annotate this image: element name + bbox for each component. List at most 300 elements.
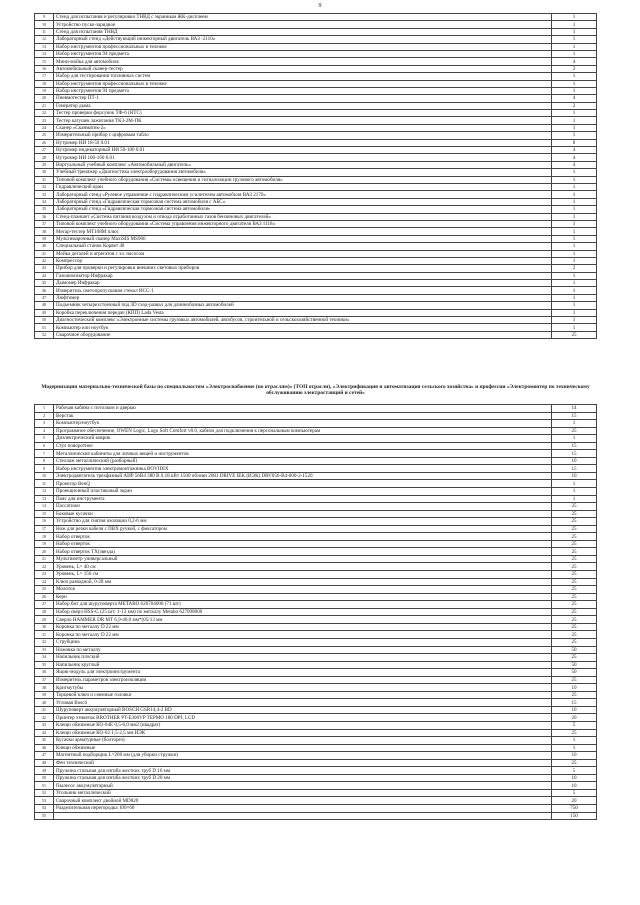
table-row: [35, 518, 597, 526]
row-number: 24: [35, 578, 54, 586]
row-number: 38: [35, 684, 54, 692]
item-quantity: 5: [552, 789, 597, 797]
item-quantity: 20: [552, 714, 597, 722]
row-number: 35: [35, 661, 54, 669]
item-quantity: 1: [552, 14, 597, 21]
item-name: Диагностический комплекс «Электронные системы грузовых автомобилей, автобусов, строительной и сельскохозяйственной техники»: [54, 317, 552, 324]
item-quantity: 10: [552, 684, 597, 692]
row-number: 54: [35, 804, 54, 812]
item-name: Пружина стальная для изгиба жестких труб D 20 мм: [54, 774, 552, 782]
row-number: 55: [35, 812, 54, 820]
table-row: [35, 729, 597, 737]
item-name: Нутромер НИ 100-160 0.01: [54, 154, 552, 161]
item-quantity: 25: [552, 571, 597, 579]
row-number: 19: [35, 540, 54, 548]
item-name: Ключ разводной, 0-28 мм: [54, 578, 552, 586]
item-name: Виртуальный учебный комплекс «Автомобильный двигатель»: [54, 161, 552, 168]
table-row: [35, 420, 597, 428]
row-number: 43: [35, 265, 54, 272]
item-name: Молоток: [54, 586, 552, 594]
row-number: 20: [35, 548, 54, 556]
table-row: [35, 759, 597, 767]
item-name: [54, 812, 552, 820]
table-row: [35, 737, 597, 745]
item-name: Мойка деталей и агрегатов с эл. насосом: [54, 250, 552, 257]
item-quantity: 1: [552, 43, 597, 50]
table-row: [35, 110, 597, 117]
item-quantity: 25: [552, 638, 597, 646]
item-name: Устройство для снятия изоляции 0,2-6 мм: [54, 518, 552, 526]
table-row: [35, 80, 597, 87]
row-number: 9: [35, 465, 54, 473]
table-row: [35, 235, 597, 242]
item-quantity: 25: [552, 759, 597, 767]
item-name: Коронка по металлу D 22 мм: [54, 631, 552, 639]
item-name: Клещи обжимные КО-02 1,5-2,5 мм ИЭК: [54, 729, 552, 737]
item-quantity: 1: [552, 132, 597, 139]
table-row: [35, 797, 597, 805]
item-name: Магнитный подборщик L=200 мм (для уборки стружки): [54, 752, 552, 760]
table-row: [35, 548, 597, 556]
item-quantity: 1: [552, 744, 597, 752]
row-number: 22: [35, 110, 54, 117]
table-row: [35, 767, 597, 775]
table-row: [35, 495, 597, 503]
item-quantity: 25: [552, 540, 597, 548]
table-row: [35, 309, 597, 316]
table-row: [35, 427, 597, 435]
table-row: [35, 782, 597, 790]
table-row: [35, 684, 597, 692]
item-quantity: 25: [552, 676, 597, 684]
row-number: 37: [35, 676, 54, 684]
item-quantity: 1: [552, 80, 597, 87]
item-name: Угловая Bosch: [54, 699, 552, 707]
row-number: 22: [35, 563, 54, 571]
row-number: 41: [35, 706, 54, 714]
table-row: [35, 280, 597, 287]
table-row: [35, 213, 597, 220]
item-quantity: 15: [552, 465, 597, 473]
item-name: Тестер проверки форсунок ТФ-6 (НТС): [54, 110, 552, 117]
table-row: [35, 804, 597, 812]
table-row: [35, 117, 597, 124]
item-name: Нож для резки кабеля с ПВХ ручкой, с фиксатором: [54, 525, 552, 533]
item-name: Пассатижи: [54, 503, 552, 511]
row-number: 20: [35, 95, 54, 102]
table-row: [35, 198, 597, 205]
row-number: 11: [35, 480, 54, 488]
row-number: 1: [35, 405, 54, 413]
item-quantity: 150: [552, 812, 597, 820]
row-number: 51: [35, 324, 54, 331]
item-quantity: 10: [552, 774, 597, 782]
item-quantity: 2: [552, 65, 597, 72]
table-row: [35, 654, 597, 662]
item-name: Компрессор: [54, 257, 552, 264]
item-quantity: 1: [552, 110, 597, 117]
item-name: Измеритель светопропускания стекол ИСС-1: [54, 287, 552, 294]
row-number: 34: [35, 198, 54, 205]
row-number: 18: [35, 533, 54, 541]
item-quantity: 1: [552, 117, 597, 124]
table-row: [35, 669, 597, 677]
item-quantity: 25: [552, 563, 597, 571]
row-number: 40: [35, 699, 54, 707]
row-number: 26: [35, 593, 54, 601]
table-row: [35, 721, 597, 729]
item-name: Набор для тестирования топливных систем: [54, 73, 552, 80]
table-row: [35, 646, 597, 654]
item-name: Металлические кабинеты для личных вещей и инструментов: [54, 450, 552, 458]
row-number: 28: [35, 608, 54, 616]
item-name: Стенд для испытания и регулировки ТНВД с экранным ЖК-дисплеем: [54, 14, 552, 21]
item-name: Ножовка по металлу: [54, 646, 552, 654]
item-name: Набор бит для шуруповерта METABO 626704000 (71 шт): [54, 601, 552, 609]
row-number: 3: [35, 420, 54, 428]
row-number: 16: [35, 518, 54, 526]
item-name: Газоанализатор Инфракар: [54, 272, 552, 279]
item-quantity: 1: [552, 287, 597, 294]
table-row: [35, 250, 597, 257]
row-number: 35: [35, 206, 54, 213]
item-name: Пневмотестер ПТ-1: [54, 95, 552, 102]
table-row: [35, 744, 597, 752]
table-row: [35, 50, 597, 57]
item-quantity: 1: [552, 435, 597, 443]
table-row: [35, 503, 597, 511]
item-quantity: 1: [552, 737, 597, 745]
item-name: Прибор для проверки и регулировки внешних световых приборов: [54, 265, 552, 272]
item-name: Уровень, L= 40 см: [54, 563, 552, 571]
item-quantity: 50: [552, 646, 597, 654]
row-number: 36: [35, 213, 54, 220]
table-row: [35, 124, 597, 131]
table-row: [35, 87, 597, 94]
table-row: [35, 405, 597, 413]
row-number: 33: [35, 646, 54, 654]
item-quantity: 1: [552, 324, 597, 331]
row-number: 51: [35, 782, 54, 790]
item-name: Электродвигатель трехфазный АИР 56В4 380 В 0.18 кВт 1500 об/мин 2081 DRIVE IEK (ИЭК) DRV056-В4-000-2-1520: [54, 472, 552, 480]
row-number: 53: [35, 797, 54, 805]
row-number: 36: [35, 669, 54, 677]
table-row: [35, 578, 597, 586]
table-row: [35, 257, 597, 264]
item-quantity: 4: [552, 154, 597, 161]
table-row: [35, 331, 597, 338]
table-row: [35, 442, 597, 450]
row-number: 49: [35, 767, 54, 775]
row-number: 39: [35, 235, 54, 242]
item-name: Лабораторный стенд «Гидравлическая тормозная система автомобиля»: [54, 206, 552, 213]
item-quantity: 25: [552, 623, 597, 631]
item-name: Напильник плоский: [54, 654, 552, 662]
item-name: Ящик-модуль для электроинструмента: [54, 669, 552, 677]
item-name: Пружина стальная для изгиба жестких труб D 16 мм: [54, 767, 552, 775]
row-number: 27: [35, 147, 54, 154]
table-row: [35, 510, 597, 518]
item-quantity: 15: [552, 699, 597, 707]
row-number: 6: [35, 442, 54, 450]
item-quantity: 25: [552, 510, 597, 518]
item-quantity: 25: [552, 601, 597, 609]
item-name: Лабораторный стенд «Действующий инжекторный двигатель ВАЗ -2110»: [54, 36, 552, 43]
item-quantity: 25: [552, 525, 597, 533]
row-number: 34: [35, 654, 54, 662]
item-quantity: 10: [552, 706, 597, 714]
table-row: [35, 488, 597, 496]
item-quantity: 1: [552, 21, 597, 28]
item-name: Напильник круглый: [54, 661, 552, 669]
row-number: 45: [35, 737, 54, 745]
table-row: [35, 317, 597, 324]
item-quantity: 1: [552, 50, 597, 57]
item-name: Стеллаж металлический (разборный): [54, 457, 552, 465]
item-quantity: 1: [552, 280, 597, 287]
table-row: [35, 638, 597, 646]
table-row: [35, 43, 597, 50]
row-number: 9: [35, 14, 54, 21]
item-quantity: 10: [552, 472, 597, 480]
table-row: [35, 412, 597, 420]
row-number: 32: [35, 638, 54, 646]
row-number: 46: [35, 287, 54, 294]
item-quantity: 1: [552, 317, 597, 324]
item-name: Стенд-планшет «Система питания воздухом и отвода отработанных газов бензиновых двигателей»: [54, 213, 552, 220]
item-name: Керн: [54, 593, 552, 601]
row-number: 17: [35, 525, 54, 533]
item-quantity: 50: [552, 669, 597, 677]
item-quantity: 1: [552, 302, 597, 309]
table-row: [35, 132, 597, 139]
item-name: Пылесос аккумуляторный: [54, 782, 552, 790]
item-quantity: 25: [552, 691, 597, 699]
item-name: Рабочая кабина с потолком и дверью: [54, 405, 552, 413]
row-number: 25: [35, 586, 54, 594]
table-row: [35, 65, 597, 72]
item-name: Набор инструментов 94 предмета: [54, 50, 552, 57]
item-quantity: 25: [552, 331, 597, 338]
table-row: [35, 691, 597, 699]
item-name: Мини-мойка для автомобиля: [54, 58, 552, 65]
item-name: Стенд для испытания ТНВД: [54, 28, 552, 35]
row-number: 10: [35, 21, 54, 28]
item-quantity: 1: [552, 235, 597, 242]
item-name: Набор инструментов 94 предмета: [54, 87, 552, 94]
item-quantity: 15: [552, 450, 597, 458]
table-row: [35, 265, 597, 272]
item-name: Измерительный прибор с цифровым табло: [54, 132, 552, 139]
item-name: Разделительная перегородка 100×60: [54, 804, 552, 812]
row-number: 38: [35, 228, 54, 235]
item-name: Проектор BenQ: [54, 480, 552, 488]
item-name: Коробка переключения передач (КПП) Lada Vesta: [54, 309, 552, 316]
item-quantity: 25: [552, 586, 597, 594]
item-quantity: 1: [552, 495, 597, 503]
item-quantity: 5: [552, 721, 597, 729]
row-number: 46: [35, 744, 54, 752]
table-row: [35, 294, 597, 301]
row-number: 13: [35, 495, 54, 503]
row-number: 5: [35, 435, 54, 443]
row-number: 19: [35, 87, 54, 94]
row-number: 31: [35, 176, 54, 183]
row-number: 13: [35, 43, 54, 50]
row-number: 26: [35, 139, 54, 146]
row-number: 30: [35, 623, 54, 631]
item-name: Сварочное оборудование: [54, 331, 552, 338]
item-name: Коронка по металлу D 22 мм: [54, 623, 552, 631]
item-quantity: 1: [552, 228, 597, 235]
item-name: Компьютер/ноутбук: [54, 420, 552, 428]
item-name: Устройство пуско-зарядное: [54, 21, 552, 28]
item-name: Набор инструментов электромонтажника BOVIDIX: [54, 465, 552, 473]
item-quantity: 1: [552, 169, 597, 176]
row-number: 10: [35, 472, 54, 480]
table-row: [35, 272, 597, 279]
row-number: 29: [35, 161, 54, 168]
item-quantity: 10: [552, 457, 597, 465]
row-number: 47: [35, 752, 54, 760]
table-row: [35, 95, 597, 102]
item-name: Струбцина: [54, 638, 552, 646]
table-row: [35, 183, 597, 190]
item-name: Нутромер НИ 18-50 0.01: [54, 139, 552, 146]
table-row: [35, 14, 597, 21]
item-quantity: 1: [552, 220, 597, 227]
table-row: [35, 73, 597, 80]
row-number: 42: [35, 714, 54, 722]
item-quantity: 1: [552, 272, 597, 279]
row-number: 11: [35, 28, 54, 35]
item-name: Клещи обжимные: [54, 744, 552, 752]
row-number: 48: [35, 302, 54, 309]
item-name: Боковые кусачки: [54, 510, 552, 518]
row-number: 17: [35, 73, 54, 80]
item-name: Дымомер Инфракар: [54, 280, 552, 287]
page-number: 9: [318, 3, 322, 9]
item-name: Набор инструментов профессиональных в тележке: [54, 80, 552, 87]
equipment-table-1: [34, 13, 597, 339]
row-number: 21: [35, 102, 54, 109]
equipment-table-2: [34, 404, 597, 820]
item-name: Набор отверток: [54, 540, 552, 548]
row-number: 32: [35, 183, 54, 190]
table-row: [35, 661, 597, 669]
table-row: [35, 102, 597, 109]
item-quantity: 20: [552, 797, 597, 805]
item-quantity: 1: [552, 213, 597, 220]
row-number: 21: [35, 555, 54, 563]
item-name: Программное обеспечение, OWEN Logic, Logo Soft Comfort v8.0, кабели для подключения к персональным компьютерам: [54, 427, 552, 435]
row-number: 12: [35, 488, 54, 496]
item-name: Пояс для инструмента: [54, 495, 552, 503]
item-quantity: 25: [552, 593, 597, 601]
table-row: [35, 623, 597, 631]
table-row: [35, 161, 597, 168]
item-name: Набор отверток: [54, 533, 552, 541]
item-name: Мультимарочный сканер MaxiSIS MS906: [54, 235, 552, 242]
table-row: [35, 324, 597, 331]
item-quantity: 8: [552, 139, 597, 146]
table-row: [35, 533, 597, 541]
item-quantity: 25: [552, 518, 597, 526]
row-number: 50: [35, 774, 54, 782]
item-quantity: 1: [552, 294, 597, 301]
section-title: Модернизация материально-технической базы по специальностям «Электроснабжение (по отраслям)» (ТОП отрасли), «Электрификация и автоматизация сельского хозяйства» и профессии «Электромонтер по техническому обслуживанию электростанций и сетей»: [41, 384, 590, 397]
row-number: 15: [35, 58, 54, 65]
table-row: [35, 563, 597, 571]
item-name: Мультиметр универсальный: [54, 555, 552, 563]
table-row: [35, 139, 597, 146]
row-number: 41: [35, 250, 54, 257]
item-quantity: 25: [552, 654, 597, 662]
row-number: 18: [35, 80, 54, 87]
item-quantity: 15: [552, 442, 597, 450]
table-row: [35, 586, 597, 594]
row-number: 4: [35, 427, 54, 435]
item-name: Кусачки арматурные (болторез): [54, 737, 552, 745]
item-name: Сканер «Сканматик-2»: [54, 124, 552, 131]
table-row: [35, 699, 597, 707]
item-name: Угольник металлический: [54, 789, 552, 797]
row-number: 2: [35, 412, 54, 420]
item-name: Лабораторный стенд «Рулевое управление с гидравлическим усилителем автомобиля ВАЗ 2170»: [54, 191, 552, 198]
item-quantity: 2: [552, 102, 597, 109]
table-row: [35, 812, 597, 820]
item-quantity: 25: [552, 608, 597, 616]
row-number: 23: [35, 117, 54, 124]
item-name: Люфтомер: [54, 294, 552, 301]
item-name: Автомобильный сканер-тестер: [54, 65, 552, 72]
item-quantity: 15: [552, 412, 597, 420]
item-quantity: 1: [552, 488, 597, 496]
item-quantity: 25: [552, 503, 597, 511]
item-quantity: 50: [552, 661, 597, 669]
item-quantity: 1: [552, 257, 597, 264]
item-name: Типовой комплект учебного оборудования «Система управления инжекторного двигателя ВАЗ 1118»: [54, 220, 552, 227]
row-number: 15: [35, 510, 54, 518]
item-name: Учебный тренажер «Диагностика электрооборудования автомобиля»: [54, 169, 552, 176]
item-quantity: 5: [552, 767, 597, 775]
row-number: 49: [35, 309, 54, 316]
item-quantity: 1: [552, 73, 597, 80]
item-quantity: 1: [552, 191, 597, 198]
item-name: Сварочный комплект двойной MD820: [54, 797, 552, 805]
item-name: Набор отверток TX(звезда): [54, 548, 552, 556]
item-name: Проекционный пластиковый экран: [54, 488, 552, 496]
item-quantity: 25: [552, 616, 597, 624]
row-number: 8: [35, 457, 54, 465]
item-quantity: 1: [552, 420, 597, 428]
item-name: Лабораторный стенд «Гидравлическая тормозная система автомобиля с АБС»: [54, 198, 552, 205]
item-quantity: 1: [552, 183, 597, 190]
table-row: [35, 465, 597, 473]
item-quantity: 1: [552, 206, 597, 213]
item-quantity: 14: [552, 405, 597, 413]
item-quantity: 1: [552, 198, 597, 205]
item-name: Гидравлический кран: [54, 183, 552, 190]
row-number: 50: [35, 317, 54, 324]
table-row: [35, 789, 597, 797]
table-row: [35, 571, 597, 579]
table-row: [35, 58, 597, 65]
table-row: [35, 676, 597, 684]
table-row: [35, 608, 597, 616]
item-quantity: 25: [552, 631, 597, 639]
item-quantity: 1: [552, 250, 597, 257]
